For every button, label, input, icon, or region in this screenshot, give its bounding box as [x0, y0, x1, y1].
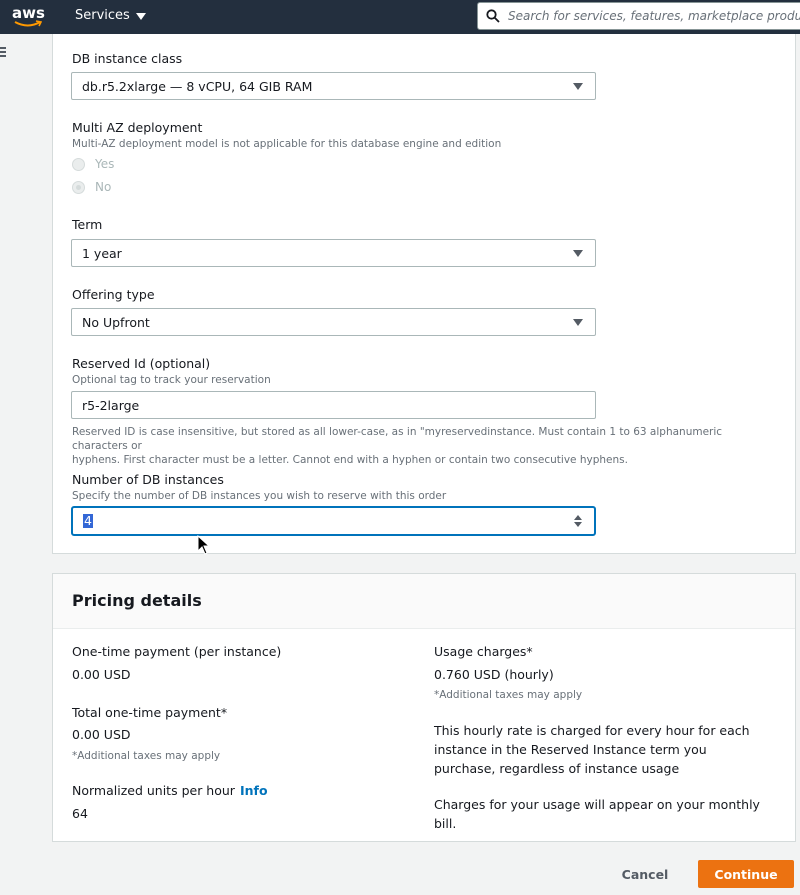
db-class-label: DB instance class: [72, 51, 183, 66]
num-instances-input[interactable]: [71, 506, 596, 536]
multi-az-no-radio[interactable]: [72, 180, 111, 194]
radio-label: Yes: [95, 157, 115, 171]
monthly-bill-note: Charges for your usage will appear on your monthly bill.: [434, 797, 760, 831]
hamburger-menu-icon[interactable]: [0, 47, 6, 59]
reserved-id-input[interactable]: [71, 391, 596, 419]
aws-logo[interactable]: [12, 4, 46, 30]
one-time-payment-label: One-time payment (per instance): [72, 644, 282, 659]
reserved-id-label: Reserved Id (optional): [72, 356, 211, 371]
search-icon: [486, 9, 500, 23]
normalized-units-label: Normalized units per hour: [72, 783, 235, 798]
reserved-id-value: r5-2large: [82, 398, 140, 413]
services-menu[interactable]: [75, 8, 146, 23]
num-instances-value: 4: [84, 513, 92, 528]
db-class-value: db.r5.2xlarge — 8 vCPU, 64 GIB RAM: [82, 79, 313, 94]
term-label: Term: [72, 217, 103, 232]
reserved-id-helper-line2: hyphens. First character must be a letter. Cannot end with a hyphen or contain two consecutive hyphens.: [72, 454, 628, 466]
pricing-title: Pricing details: [72, 591, 202, 610]
term-select[interactable]: [71, 239, 596, 267]
usage-charges-label: Usage charges*: [434, 644, 533, 659]
radio-selected-icon: [72, 181, 85, 194]
info-link[interactable]: Info: [240, 783, 268, 798]
radio-circle-icon: [72, 158, 85, 171]
top-nav: [0, 0, 800, 34]
caret-down-icon: [136, 13, 146, 20]
aws-logo-text: aws: [12, 4, 45, 22]
usage-charges-value: 0.760 USD (hourly): [434, 667, 554, 682]
term-value: 1 year: [82, 246, 122, 261]
mouse-cursor-icon: [197, 535, 211, 555]
dropdown-arrow-icon: [573, 250, 583, 257]
stepper-icon[interactable]: [574, 515, 582, 527]
num-instances-description: Specify the number of DB instances you wish to reserve with this order: [72, 490, 447, 502]
total-one-time-value: 0.00 USD: [72, 727, 131, 742]
search-input[interactable]: [508, 7, 800, 25]
reservation-form-panel: [52, 34, 796, 554]
multi-az-yes-radio[interactable]: [72, 157, 114, 171]
total-one-time-label: Total one-time payment*: [72, 705, 228, 720]
offering-type-select[interactable]: [71, 308, 596, 336]
services-label: Services: [75, 8, 130, 23]
total-taxes-note: *Additional taxes may apply: [72, 750, 221, 762]
reserved-id-helper: [72, 425, 772, 467]
offering-type-label: Offering type: [72, 287, 155, 302]
continue-button[interactable]: Continue: [698, 860, 794, 888]
dropdown-arrow-icon: [573, 83, 583, 90]
num-instances-label: Number of DB instances: [72, 472, 224, 487]
pricing-details-panel: [52, 573, 796, 842]
radio-label: No: [95, 180, 112, 194]
reserved-id-helper-line1: Reserved ID is case insensitive, but stored as all lower-case, as in "myreservedinstance. Must contain 1 to 63 alphanumeric characters or: [72, 426, 723, 452]
reserved-id-description: Optional tag to track your reservation: [72, 374, 271, 386]
pricing-header: [53, 574, 795, 629]
multi-az-label: Multi AZ deployment: [72, 120, 203, 135]
multi-az-description: Multi-AZ deployment model is not applicable for this database engine and edition: [72, 138, 502, 150]
global-search[interactable]: [477, 2, 800, 30]
hourly-rate-description: This hourly rate is charged for every hour for each instance in the Reserved Instance term you purchase, regardless of instance usage: [434, 723, 750, 776]
usage-taxes-note: *Additional taxes may apply: [434, 689, 583, 701]
normalized-units-value: 64: [72, 806, 88, 821]
one-time-payment-value: 0.00 USD: [72, 667, 131, 682]
offering-type-value: No Upfront: [82, 315, 150, 330]
dropdown-arrow-icon: [573, 319, 583, 326]
cancel-button[interactable]: Cancel: [608, 860, 682, 888]
db-class-select[interactable]: [71, 72, 596, 100]
aws-smile-icon: [14, 20, 42, 28]
